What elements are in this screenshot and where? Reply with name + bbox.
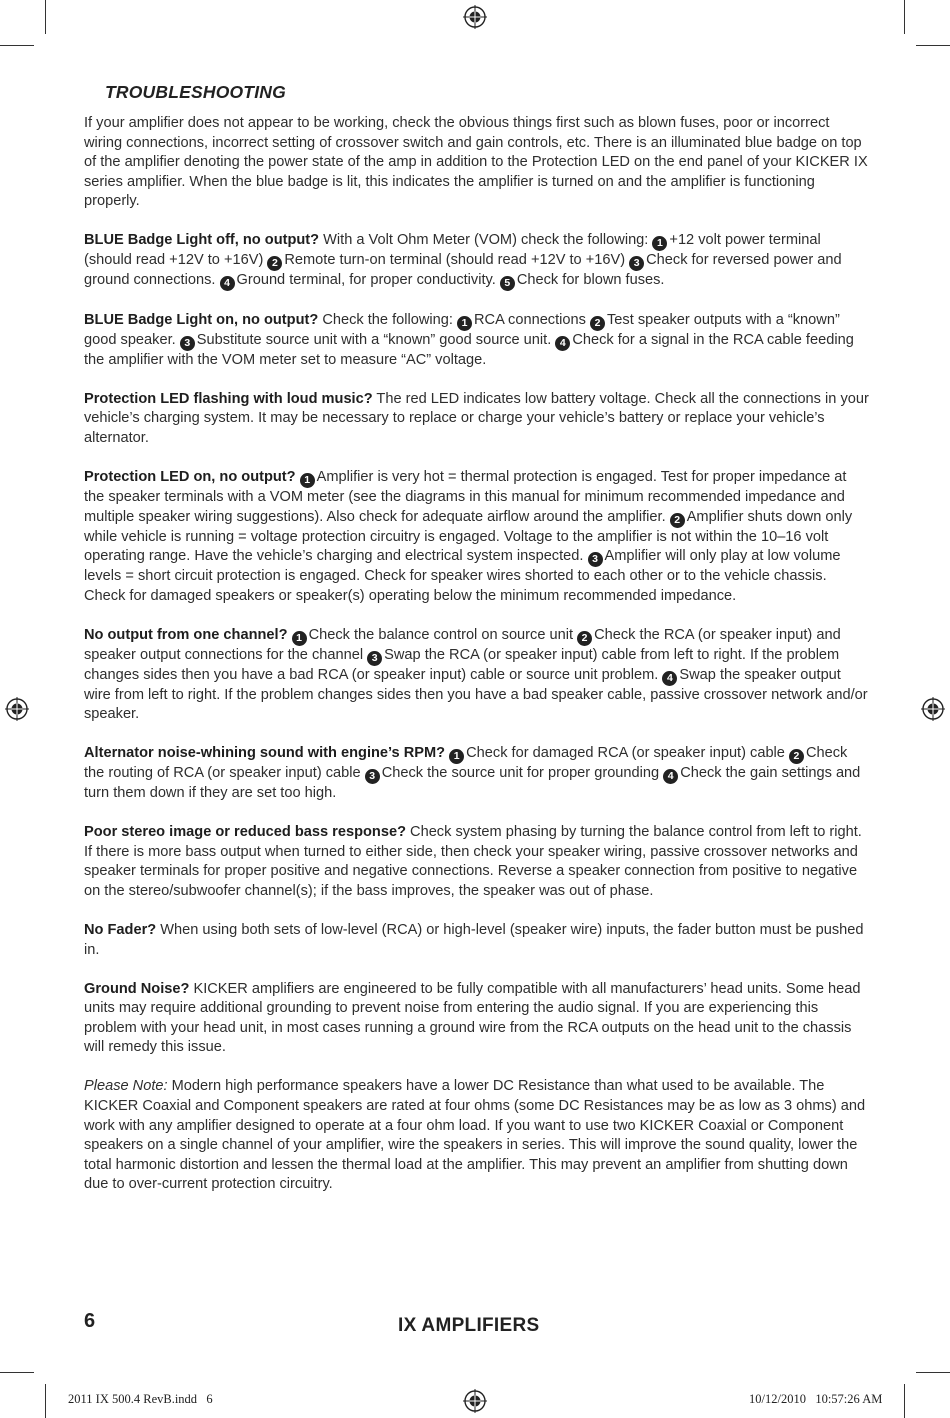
step-number-icon: 1	[457, 316, 472, 331]
step-number-icon: 2	[789, 749, 804, 764]
crop-mark	[916, 45, 950, 46]
step-text: Check for a signal in the RCA cable feeding the amplifier with the VOM meter set to measure “AC” voltage.	[84, 331, 854, 368]
step-text: Amplifier will only play at low volume levels = short circuit protection is engaged. Check for speaker wires shorted to each other or to the vehicle chassis. Check for damaged speakers or speaker(s) operating below the minimum recommended impedance.	[84, 548, 841, 604]
note-text: Modern high performance speakers have a lower DC Resistance than what used to be available. The KICKER Coaxial and Component speakers are rated at four ohms (some DC Resistances may be as low as 3 ohms) and work with any amplifier designed to operate at a four ohm load. If you want to use two KICKER Coaxial or Component speakers on a single channel of your amplifier, wire the speakers in series. This will improve the sound quality, lower the total harmonic distortion and lessen the thermal load at the amplifier. This may prevent an amplifier from shutting down due to over-current protection circuitry.	[84, 1078, 866, 1193]
section-no-output-one-channel	[84, 626, 869, 725]
step-text: Check the gain settings and turn them down if they are set too high.	[84, 765, 861, 802]
step-number-icon: 2	[577, 631, 592, 646]
crop-mark	[0, 1372, 34, 1373]
step-number-icon: 3	[180, 336, 195, 351]
section-lead: Check the following:	[318, 311, 457, 328]
section-title: No Fader?	[84, 922, 157, 938]
section-lead: KICKER amplifiers are engineered to be fully compatible with all manufacturers’ head units. Some head units may require additional grounding to prevent noise from entering the audio signal. If you are experiencing this problem with your head unit, in most cases running a ground wire from the RCA outputs on the head unit to the chassis will remedy this issue.	[84, 980, 861, 1056]
section-title: Protection LED flashing with loud music?	[84, 390, 373, 407]
step-text: Test speaker outputs with a “known” good speaker.	[84, 311, 840, 348]
section-title: Alternator noise-whining sound with engine’s RPM?	[84, 745, 446, 762]
section-lead: When using both sets of low-level (RCA) or high-level (speaker wire) inputs, the fader button must be pushed in.	[84, 922, 864, 958]
step-number-icon: 4	[555, 336, 570, 351]
step-text: Substitute source unit with a “known” good source unit.	[196, 331, 556, 348]
step-number-icon: 5	[500, 276, 515, 291]
section-lead: Check system phasing by turning the balance control from left to right. If there is more bass output when turned to either side, then check your speaker wiring, passive crossover networks and speaker terminals for proper positive and negative connections. Reverse a speaker connection from positive to negative on the stereo/subwoofer channel(s); if the bass improves, the speaker was out of phase.	[84, 824, 862, 900]
step-text: Check the source unit for proper grounding	[381, 765, 664, 782]
step-number-icon: 3	[588, 552, 603, 567]
section-blue-badge-off	[84, 231, 869, 291]
intro-paragraph: If your amplifier does not appear to be working, check the obvious things first such as blown fuses, poor or incorrect wiring connections, incorrect setting of crossover switch and gain controls, etc. There is an illuminated blue badge on top of the amplifier denoting the power state of the amp in addition to the Protection LED on the end panel of your KICKER IX series amplifier. When the blue badge is lit, this indicates the amplifier is turned on and the amplifier is functioning properly.	[84, 115, 868, 210]
step-text: Check for damaged RCA (or speaker input) cable	[466, 745, 789, 762]
section-ground-noise	[84, 980, 869, 1058]
section-protection-led-flashing	[84, 390, 869, 449]
registration-mark-icon	[5, 697, 29, 721]
crop-mark	[904, 1384, 905, 1418]
page-heading: TROUBLESHOOTING	[105, 82, 286, 102]
step-number-icon: 1	[300, 473, 315, 488]
troubleshooting-content	[84, 114, 869, 1214]
registration-mark-icon	[463, 1389, 487, 1413]
step-number-icon: 2	[670, 513, 685, 528]
step-number-icon: 3	[367, 651, 382, 666]
registration-mark-icon	[921, 697, 945, 721]
section-lead: With a Volt Ohm Meter (VOM) check the following:	[319, 232, 653, 249]
step-text: Check for blown fuses.	[516, 272, 665, 289]
step-number-icon: 1	[449, 749, 464, 764]
note-label: Please Note:	[84, 1078, 168, 1095]
section-protection-led-on	[84, 468, 869, 606]
step-number-icon: 4	[662, 671, 677, 686]
crop-mark	[45, 0, 46, 34]
section-lead	[288, 627, 292, 643]
step-text: Check the balance control on source unit	[308, 626, 578, 643]
step-text: +12 volt power terminal (should read +12V to +16V)	[84, 232, 821, 269]
section-blue-badge-on	[84, 311, 869, 371]
step-number-icon: 3	[629, 256, 644, 271]
section-lead	[296, 469, 300, 485]
step-text: Swap the RCA (or speaker input) cable from left to right. If the problem changes sides then you have a bad RCA (or speaker input) cable or source unit problem.	[84, 646, 840, 683]
crop-mark	[45, 1384, 46, 1418]
please-note-paragraph	[84, 1077, 869, 1195]
step-text: Swap the speaker output wire from left to right. If the problem changes sides then you have a bad speaker cable, passive crossover network and/or speaker.	[84, 666, 868, 723]
footer-title: IX AMPLIFIERS	[398, 1315, 540, 1336]
section-lead: The red LED indicates low battery voltage. Check all the connections in your vehicle’s charging system. It may be necessary to replace or charge your vehicle’s battery or replace your vehicle’s alternator.	[84, 390, 869, 446]
section-poor-stereo-image	[84, 823, 869, 901]
section-title: Ground Noise?	[84, 980, 190, 997]
section-title: Protection LED on, no output?	[84, 468, 296, 485]
step-text: Amplifier shuts down only while vehicle is running = voltage protection circuitry is engaged. Voltage to the amplifier is not within the 10–16 volt operating range. Have the vehicle’s charging and electrical system inspected.	[84, 508, 853, 565]
step-text: RCA connections	[473, 311, 590, 328]
step-text: Check the routing of RCA (or speaker input) cable	[84, 745, 848, 782]
section-title: BLUE Badge Light on, no output?	[84, 311, 319, 328]
section-title: Poor stereo image or reduced bass response?	[84, 824, 406, 841]
section-alternator-noise	[84, 744, 869, 804]
step-text: Check the RCA (or speaker input) and speaker output connections for the channel	[84, 626, 841, 663]
step-number-icon: 4	[220, 276, 235, 291]
section-title: No output from one channel?	[84, 626, 288, 643]
step-number-icon: 1	[652, 236, 667, 251]
section-title: BLUE Badge Light off, no output?	[84, 232, 320, 249]
step-number-icon: 3	[365, 769, 380, 784]
step-number-icon: 2	[267, 256, 282, 271]
step-number-icon: 4	[663, 769, 678, 784]
slug-filename: 2011 IX 500.4 RevB.indd 6	[68, 1392, 213, 1406]
crop-mark	[0, 45, 34, 46]
step-text: Amplifier is very hot = thermal protection is engaged. Test for proper impedance at the speaker terminals with a VOM meter (see the diagrams in this manual for minimum recommended impedance and multiple speaker wiring suggestions). Also check for adequate airflow around the amplifier.	[84, 468, 847, 525]
registration-mark-icon	[463, 5, 487, 29]
crop-mark	[916, 1372, 950, 1373]
step-text: Ground terminal, for proper conductivity.	[236, 272, 500, 289]
step-text: Check for reversed power and ground connections.	[84, 252, 842, 289]
step-text: Remote turn-on terminal (should read +12V to +16V)	[284, 252, 630, 269]
step-number-icon: 2	[590, 316, 605, 331]
section-no-fader	[84, 921, 869, 960]
crop-mark	[904, 0, 905, 34]
step-number-icon: 1	[292, 631, 307, 646]
page-number: 6	[84, 1310, 96, 1332]
slug-timestamp: 10/12/2010 10:57:26 AM	[749, 1392, 883, 1406]
